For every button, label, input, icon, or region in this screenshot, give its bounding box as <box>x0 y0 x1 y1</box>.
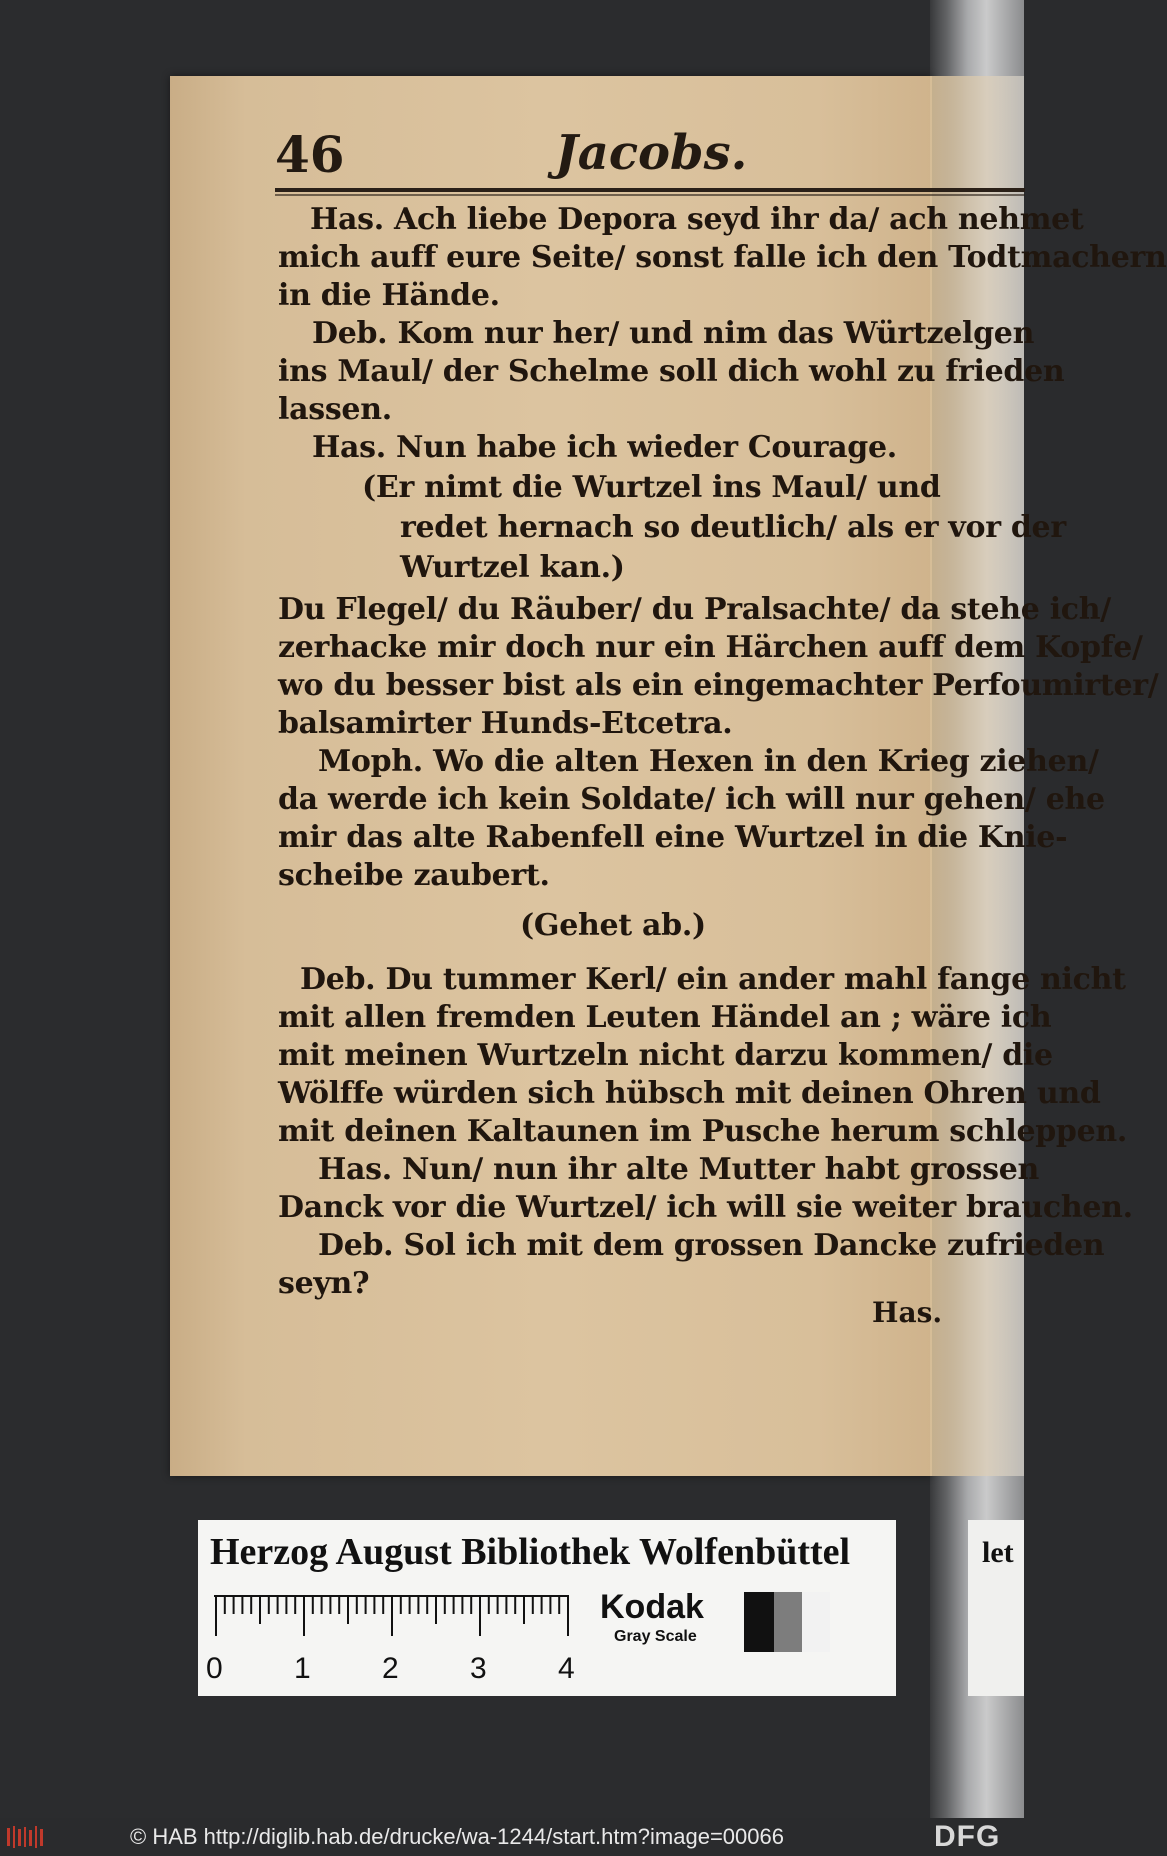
page-number: 46 <box>275 125 345 184</box>
text-line: Danck vor die Wurtzel/ ich will sie weiter brauchen. <box>278 1190 1133 1225</box>
kodak-sub-label: Gray Scale <box>614 1628 697 1645</box>
gray-patch-mid <box>774 1592 802 1652</box>
dfg-logo: DFG <box>934 1820 1001 1853</box>
kodak-label: Kodak <box>600 1588 704 1626</box>
text-line: mit meinen Wurtzeln nicht darzu kommen/ die <box>278 1038 1053 1073</box>
stage-direction: Wurtzel kan.) <box>400 550 625 585</box>
stage-direction: redet hernach so deutlich/ als er vor der <box>400 510 1066 545</box>
running-head: Jacobs. <box>555 125 748 181</box>
catchword: Has. <box>872 1296 943 1329</box>
ruler-number: 1 <box>294 1652 311 1685</box>
text-line: mich auff eure Seite/ sonst falle ich den Todtmachern <box>278 240 1167 275</box>
library-name: Herzog August Bibliothek Wolfenbüttel <box>210 1531 851 1573</box>
header-rule-secondary <box>275 194 1025 196</box>
text-line: mit allen fremden Leuten Händel an ; wäre ich <box>278 1000 1052 1035</box>
barcode-logo-icon <box>6 1824 46 1850</box>
text-line: seyn? <box>278 1266 370 1301</box>
text-line: mir das alte Rabenfell eine Wurtzel in die Knie- <box>278 820 1068 855</box>
text-line: Deb. Sol ich mit dem grossen Dancke zufrieden <box>318 1228 1105 1263</box>
text-line: Moph. Wo die alten Hexen in den Krieg ziehen/ <box>318 744 1099 779</box>
text-line: Has. Nun/ nun ihr alte Mutter habt grossen <box>318 1152 1040 1187</box>
side-card-text: let <box>982 1536 1014 1569</box>
ruler-scale <box>214 1594 569 1638</box>
page-header <box>275 125 1025 195</box>
ruler-numbers <box>206 1652 586 1685</box>
text-line: Has. Nun habe ich wieder Courage. <box>312 430 897 465</box>
footer-bar <box>0 1818 1024 1856</box>
text-line: Deb. Du tummer Kerl/ ein ander mahl fange nicht <box>300 962 1126 997</box>
gray-scale-patches <box>744 1592 830 1652</box>
text-line: balsamirter Hunds-Etcetra. <box>278 706 733 741</box>
gray-patch-white <box>802 1592 830 1652</box>
text-line: Du Flegel/ du Räuber/ du Pralsachte/ da stehe ich/ <box>278 592 1111 627</box>
text-line: lassen. <box>278 392 392 427</box>
ruler-number: 4 <box>558 1652 575 1685</box>
ruler-number: 2 <box>382 1652 399 1685</box>
text-line: in die Hände. <box>278 278 500 313</box>
text-line: mit deinen Kaltaunen im Pusche herum schleppen. <box>278 1114 1128 1149</box>
text-line: zerhacke mir doch nur ein Härchen auff dem Kopfe/ <box>278 630 1143 665</box>
header-rule <box>275 188 1025 192</box>
library-color-card <box>198 1520 896 1696</box>
text-line: da werde ich kein Soldate/ ich will nur gehen/ ehe <box>278 782 1105 817</box>
stage-direction: (Gehet ab.) <box>520 908 706 943</box>
text-line: wo du besser bist als ein eingemachter Perfoumirter/ <box>278 668 1159 703</box>
text-line: Deb. Kom nur her/ und nim das Würtzelgen <box>312 316 1035 351</box>
text-line: ins Maul/ der Schelme soll dich wohl zu frieden <box>278 354 1065 389</box>
stage-direction: (Er nimt die Wurtzel ins Maul/ und <box>362 470 941 505</box>
text-line: Has. Ach liebe Depora seyd ihr da/ ach nehmet <box>310 202 1084 237</box>
ruler-number: 3 <box>470 1652 487 1685</box>
gray-patch-black <box>744 1592 774 1652</box>
text-line: scheibe zaubert. <box>278 858 550 893</box>
footer-copyright-link[interactable]: © HAB http://diglib.hab.de/drucke/wa-1244/start.htm?image=00066 <box>130 1824 784 1849</box>
adjacent-color-card <box>968 1520 1024 1696</box>
text-line: Wölffe würden sich hübsch mit deinen Ohren und <box>278 1076 1101 1111</box>
ruler-number: 0 <box>206 1652 223 1685</box>
